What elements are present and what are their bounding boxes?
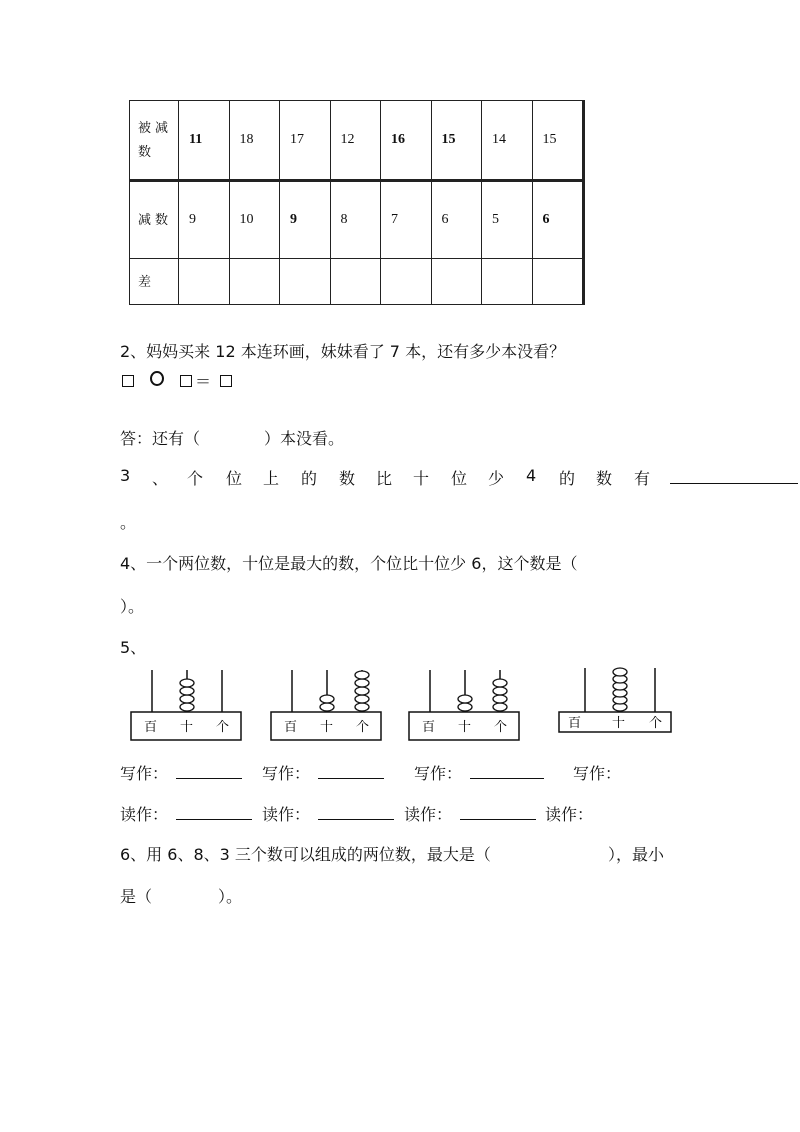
- q2-answer-suffix: ）本没看。: [264, 429, 345, 448]
- operator-circle[interactable]: [150, 371, 164, 390]
- place-label-tens: 十: [458, 720, 472, 735]
- place-label-tens: 十: [612, 716, 626, 731]
- q3-end-mark: 。: [120, 513, 137, 532]
- place-label-hundreds: 百: [144, 720, 158, 735]
- q3-char: 的: [559, 469, 576, 488]
- subtrahend-cell: 6: [532, 181, 584, 259]
- equals-sign: ＝: [195, 372, 212, 391]
- place-label-hundreds: 百: [568, 716, 582, 731]
- minuend-cell: 11: [179, 101, 230, 181]
- q3-char: 数: [339, 469, 356, 488]
- difference-cell[interactable]: [381, 259, 432, 305]
- minuend-cell: 14: [482, 101, 533, 181]
- q2-answer-prefix: 答：还有（: [120, 429, 201, 448]
- subtrahend-cell: 9: [179, 181, 230, 259]
- subtrahend-cell: 10: [229, 181, 280, 259]
- minuend-cell: 15: [431, 101, 482, 181]
- equation-box-2[interactable]: [180, 372, 192, 391]
- place-label-ones: 个: [356, 720, 370, 735]
- q3-char: 上: [263, 469, 280, 488]
- subtraction-table: [129, 100, 585, 305]
- q6-line2-end: ）。: [218, 887, 243, 906]
- q3-char: 个: [187, 469, 204, 488]
- difference-cell[interactable]: [482, 259, 533, 305]
- abacus-2: [270, 660, 382, 742]
- q4-line1: 4、一个两位数，十位是最大的数，个位比十位少 6，这个数是（: [120, 554, 578, 573]
- row-label-difference: 差: [130, 259, 179, 305]
- read-label-1: 读作：: [120, 805, 169, 824]
- q5-label: 5、: [120, 638, 147, 657]
- minuend-cell: 15: [532, 101, 584, 181]
- read-blank-2[interactable]: [318, 819, 394, 820]
- q3-char: 有: [634, 469, 651, 488]
- read-label-3: 读作：: [404, 805, 453, 824]
- q3-char: 比: [376, 469, 393, 488]
- subtrahend-cell: 8: [330, 181, 381, 259]
- difference-cell[interactable]: [532, 259, 584, 305]
- q3-char: 、: [152, 469, 169, 488]
- q2-text: 2、妈妈买来 12 本连环画，妹妹看了 7 本，还有多少本没看？: [120, 342, 566, 361]
- write-label-3: 写作：: [414, 764, 463, 783]
- write-blank-2[interactable]: [318, 778, 384, 779]
- table-row-subtrahend: [130, 181, 584, 259]
- write-label-4: 写作：: [573, 764, 622, 783]
- subtrahend-cell: 5: [482, 181, 533, 259]
- difference-cell[interactable]: [179, 259, 230, 305]
- q3-char: 4: [526, 466, 537, 485]
- q3-char: 少: [488, 469, 505, 488]
- difference-cell[interactable]: [229, 259, 280, 305]
- equation-box-3[interactable]: [220, 372, 232, 391]
- subtrahend-cell: 9: [280, 181, 331, 259]
- q3-char: 十: [413, 469, 430, 488]
- table-row-difference: [130, 259, 584, 305]
- place-label-tens: 十: [320, 720, 334, 735]
- place-label-hundreds: 百: [284, 720, 298, 735]
- minuend-cell: 18: [229, 101, 280, 181]
- row-label-minuend: 被减数: [130, 101, 179, 181]
- abacus-4: [558, 660, 672, 742]
- q6-line2: 是（: [120, 887, 153, 906]
- place-label-ones: 个: [649, 716, 663, 731]
- table-row-minuend: [130, 101, 584, 181]
- equation-box-1[interactable]: [122, 372, 134, 391]
- minuend-cell: 12: [330, 101, 381, 181]
- write-label-1: 写作：: [120, 764, 169, 783]
- write-blank-1[interactable]: [176, 778, 242, 779]
- place-label-hundreds: 百: [422, 720, 436, 735]
- read-blank-1[interactable]: [176, 819, 252, 820]
- q3-char: 数: [596, 469, 613, 488]
- q3-char: 的: [301, 469, 318, 488]
- write-label-2: 写作：: [262, 764, 311, 783]
- difference-cell[interactable]: [280, 259, 331, 305]
- read-label-4: 读作：: [545, 805, 594, 824]
- q6-line1: 6、用 6、8、3 三个数可以组成的两位数，最大是（: [120, 845, 491, 864]
- q3-char: 位: [226, 469, 243, 488]
- minuend-cell: 16: [381, 101, 432, 181]
- q3-char: 位: [451, 469, 468, 488]
- q4-line2: ）。: [120, 597, 145, 616]
- place-label-ones: 个: [494, 720, 508, 735]
- abacus-3: [408, 660, 520, 742]
- subtrahend-cell: 7: [381, 181, 432, 259]
- place-label-tens: 十: [180, 720, 194, 735]
- place-label-ones: 个: [216, 720, 230, 735]
- subtrahend-cell: 6: [431, 181, 482, 259]
- write-blank-3[interactable]: [470, 778, 544, 779]
- minuend-cell: 17: [280, 101, 331, 181]
- row-label-subtrahend: 减数: [130, 181, 179, 259]
- q6-line1-end: ），最小: [608, 845, 665, 864]
- read-blank-3[interactable]: [460, 819, 536, 820]
- difference-cell[interactable]: [431, 259, 482, 305]
- q3-answer-blank[interactable]: [670, 483, 798, 484]
- difference-cell[interactable]: [330, 259, 381, 305]
- abacus-1: [130, 660, 242, 742]
- read-label-2: 读作：: [262, 805, 311, 824]
- q3-char: 3: [120, 466, 131, 485]
